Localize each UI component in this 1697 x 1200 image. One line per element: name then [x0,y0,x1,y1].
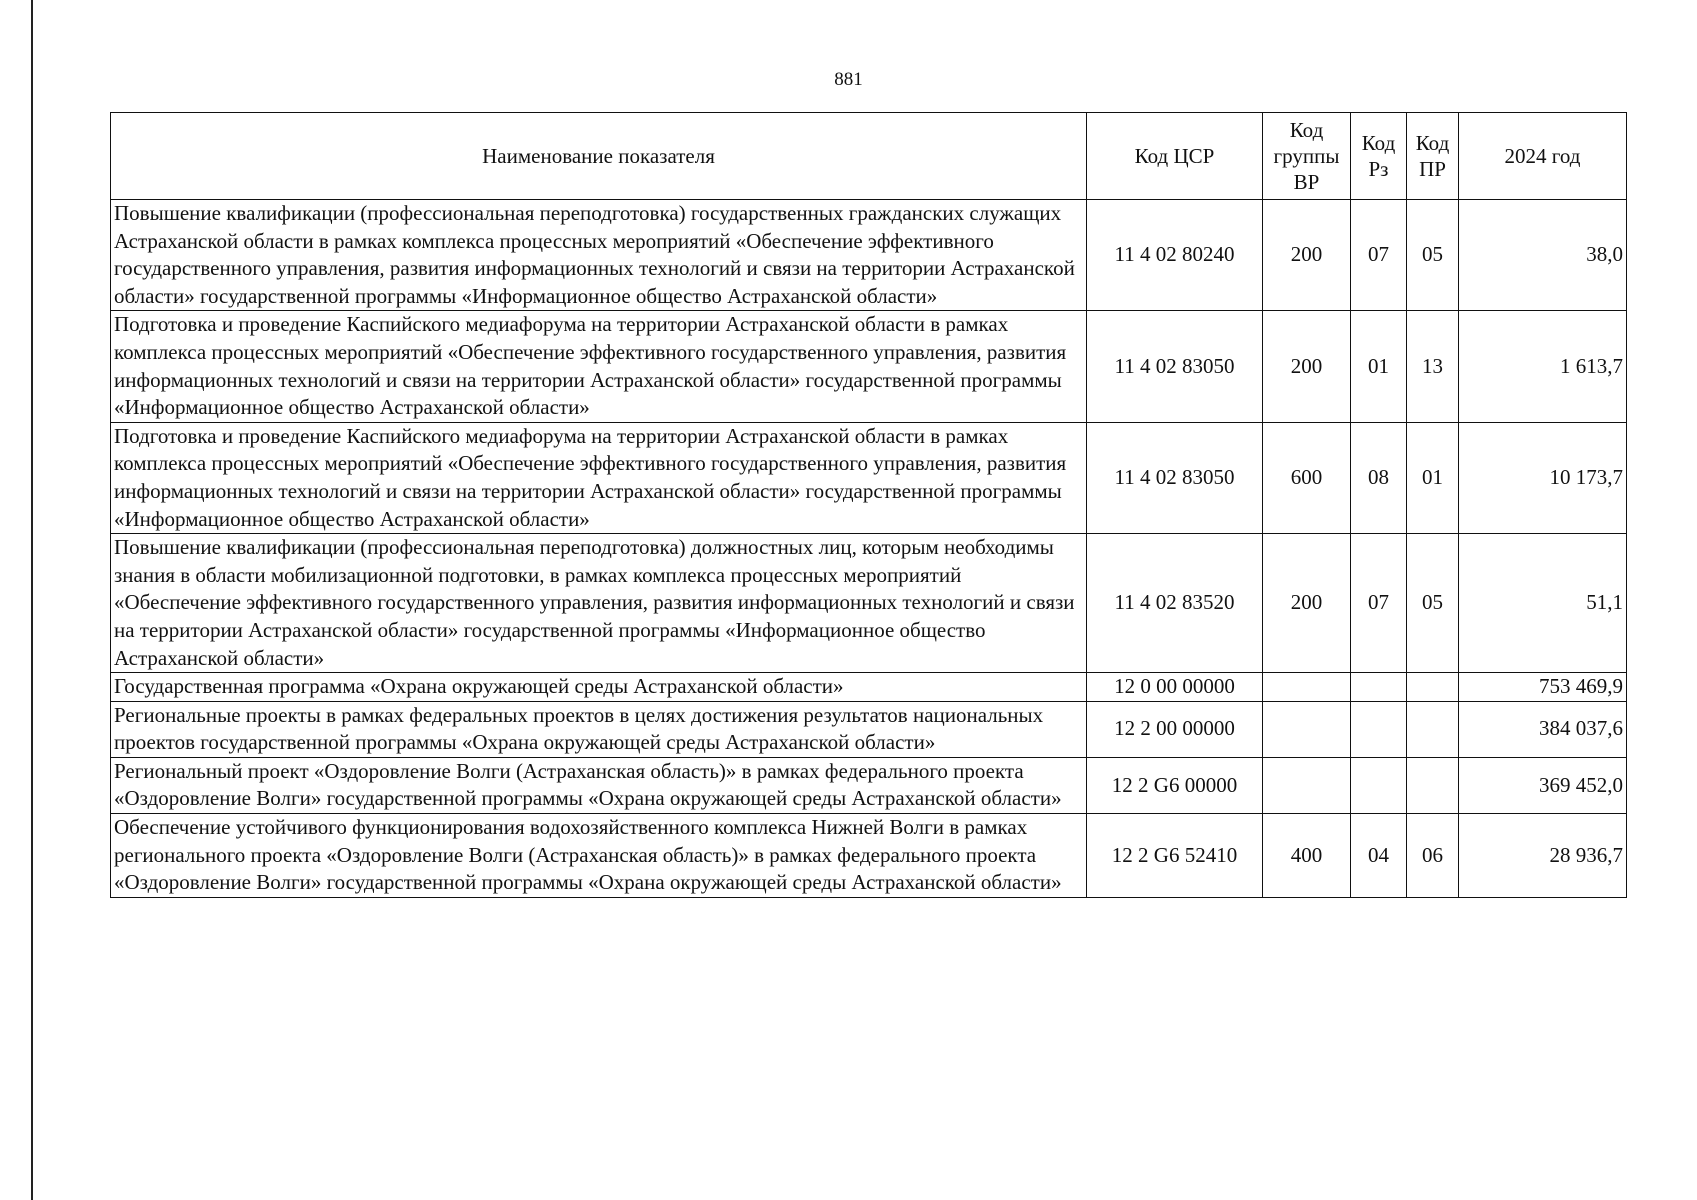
header-vr-group-code: Код группы ВР [1263,113,1351,200]
vr-code-cell: 400 [1263,814,1351,898]
csr-code-cell: 12 0 00 00000 [1087,673,1263,702]
csr-code-cell: 11 4 02 80240 [1087,200,1263,311]
rz-code-cell [1351,673,1407,702]
header-csr-code: Код ЦСР [1087,113,1263,200]
table-header-row [111,113,1627,200]
pr-code-cell [1407,701,1459,757]
binding-margin-line [31,0,33,1200]
indicator-name-cell: Региональные проекты в рамках федеральных проектов в целях достижения результатов национальных проектов государственной программы «Охрана окружающей среды Астраханской области» [111,701,1087,757]
rz-code-cell: 01 [1351,311,1407,422]
pr-code-cell: 06 [1407,814,1459,898]
csr-code-cell: 11 4 02 83050 [1087,422,1263,533]
indicator-name-cell: Подготовка и проведение Каспийского медиафорума на территории Астраханской области в рамках комплекса процессных мероприятий «Обеспечение эффективного государственного управления, развития информационных технологий и связи на территории Астраханской области» государственной программы «Информационное общество Астраханской области» [111,422,1087,533]
pr-code-cell: 01 [1407,422,1459,533]
pr-code-cell [1407,673,1459,702]
pr-code-cell: 05 [1407,534,1459,673]
amount-cell: 28 936,7 [1459,814,1627,898]
vr-code-cell [1263,673,1351,702]
indicator-name-cell: Повышение квалификации (профессиональная переподготовка) государственных гражданских служащих Астраханской области в рамках комплекса процессных мероприятий «Обеспечение эффективного государственного управления, развития информационных технологий и связи на территории Астраханской области» государственной программы «Информационное общество Астраханской области» [111,200,1087,311]
table-row [111,701,1627,757]
table-row [111,200,1627,311]
pr-code-cell [1407,757,1459,813]
header-indicator-name: Наименование показателя [111,113,1087,200]
amount-cell: 1 613,7 [1459,311,1627,422]
indicator-name-cell: Государственная программа «Охрана окружающей среды Астраханской области» [111,673,1087,702]
pr-code-cell: 05 [1407,200,1459,311]
indicator-name-cell: Повышение квалификации (профессиональная переподготовка) должностных лиц, которым необходимы знания в области мобилизационной подготовки, в рамках комплекса процессных мероприятий «Обеспечение эффективного государственного управления, развития информационных технологий и связи на территории Астраханской области» государственной программы «Информационное общество Астраханской области» [111,534,1087,673]
table-row [111,673,1627,702]
csr-code-cell: 12 2 00 00000 [1087,701,1263,757]
table-row [111,814,1627,898]
table-row [111,422,1627,533]
pr-code-cell: 13 [1407,311,1459,422]
rz-code-cell: 04 [1351,814,1407,898]
rz-code-cell [1351,701,1407,757]
table-row [111,534,1627,673]
csr-code-cell: 11 4 02 83520 [1087,534,1263,673]
indicator-name-cell: Подготовка и проведение Каспийского медиафорума на территории Астраханской области в рамках комплекса процессных мероприятий «Обеспечение эффективного государственного управления, развития информационных технологий и связи на территории Астраханской области» государственной программы «Информационное общество Астраханской области» [111,311,1087,422]
header-pr-code: Код ПР [1407,113,1459,200]
amount-cell: 369 452,0 [1459,757,1627,813]
amount-cell: 753 469,9 [1459,673,1627,702]
rz-code-cell: 07 [1351,534,1407,673]
csr-code-cell: 12 2 G6 52410 [1087,814,1263,898]
vr-code-cell: 200 [1263,311,1351,422]
vr-code-cell [1263,757,1351,813]
table-row [111,757,1627,813]
header-rz-code: Код Рз [1351,113,1407,200]
csr-code-cell: 12 2 G6 00000 [1087,757,1263,813]
vr-code-cell [1263,701,1351,757]
rz-code-cell [1351,757,1407,813]
amount-cell: 51,1 [1459,534,1627,673]
budget-table [110,112,1627,898]
amount-cell: 10 173,7 [1459,422,1627,533]
amount-cell: 384 037,6 [1459,701,1627,757]
amount-cell: 38,0 [1459,200,1627,311]
page-number: 881 [834,69,863,90]
header-year: 2024 год [1459,113,1627,200]
vr-code-cell: 200 [1263,200,1351,311]
table-row [111,311,1627,422]
rz-code-cell: 07 [1351,200,1407,311]
csr-code-cell: 11 4 02 83050 [1087,311,1263,422]
indicator-name-cell: Региональный проект «Оздоровление Волги (Астраханская область)» в рамках федерального проекта «Оздоровление Волги» государственной программы «Охрана окружающей среды Астраханской области» [111,757,1087,813]
vr-code-cell: 600 [1263,422,1351,533]
vr-code-cell: 200 [1263,534,1351,673]
indicator-name-cell: Обеспечение устойчивого функционирования водохозяйственного комплекса Нижней Волги в рамках регионального проекта «Оздоровление Волги (Астраханская область)» в рамках федерального проекта «Оздоровление Волги» государственной программы «Охрана окружающей среды Астраханской области» [111,814,1087,898]
rz-code-cell: 08 [1351,422,1407,533]
